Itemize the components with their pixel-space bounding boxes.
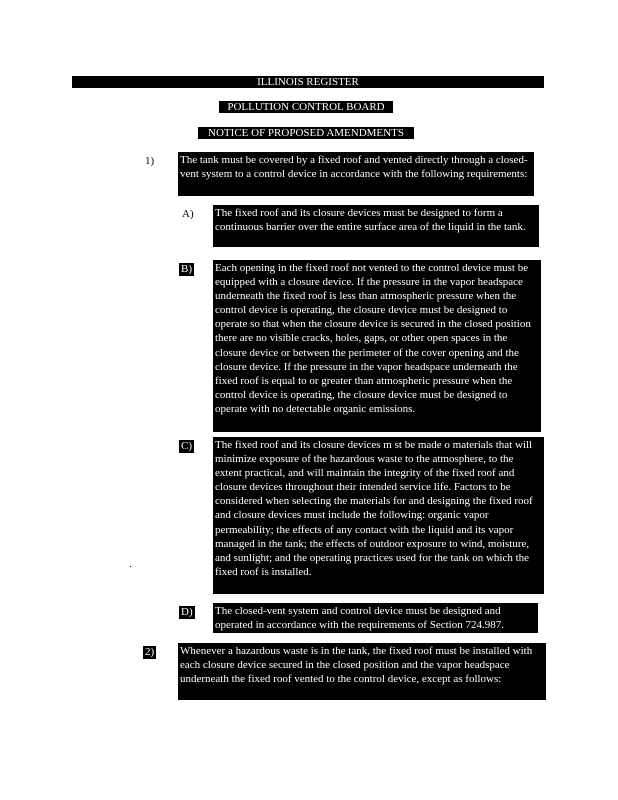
item-text-c: The fixed roof and its closure devices m st be made o materials that will minimize exposure of the hazardous waste to the atmosphere, to the extent practical, and will maintain the integrity of the fixed roof and closure devices throughout their intended service life. Factors to be considered when selecting the materials for and designing the fixed roof and closure devices must include the following: organic vapor permeability; the effects of any contact with the liquid and its vapor managed in the tank; the effects of outdoor exposure to wind, moisture, and sunlight; and the operating practices used for the tank on which the fixed roof is installed. xyxy=(213,437,544,594)
scan-speck xyxy=(536,80,540,82)
register-title: ILLINOIS REGISTER xyxy=(72,76,544,88)
board-title: POLLUTION CONTROL BOARD xyxy=(219,101,393,113)
item-label-a: A) xyxy=(182,208,194,220)
item-label-d: D) xyxy=(181,606,193,618)
item-text-b: Each opening in the fixed roof not vented to the control device must be equipped with a closure device. If the pressure in the vapor headspace underneath the fixed roof is less than atmospheric pressure when the control device is operating, the closure device must be designed to operate so that when the closure device is secured in the closed position there are no visible cracks, holes, gaps, or other open spaces in the closure device or between the perimeter of the cover opening and the closure device. If the pressure in the vapor headspace underneath the fixed roof is equal to or greater than atmospheric pressure when the control device is operating, the closure device must be designed to operate with no detectable organic emissions. xyxy=(213,260,541,432)
scan-speck xyxy=(130,566,131,567)
notice-title: NOTICE OF PROPOSED AMENDMENTS xyxy=(198,127,414,139)
item-text-d: The closed-vent system and control device must be designed and operated in accordance with the requirements of Section 724.987. xyxy=(213,603,538,633)
item-label-2: 2) xyxy=(145,646,155,658)
item-label-b: B) xyxy=(181,263,192,275)
item-label-1: 1) xyxy=(145,155,155,167)
item-text-a: The fixed roof and its closure devices must be designed to form a continuous barrier over the entire surface area of the liquid in the tank. xyxy=(213,205,539,247)
item-label-c: C) xyxy=(181,440,192,452)
item-text-1: The tank must be covered by a fixed roof and vented directly through a closed-vent system to a control device in accordance with the following requirements: xyxy=(178,152,534,196)
item-text-2: Whenever a hazardous waste is in the tank, the fixed roof must be installed with each closure device secured in the closed position and the vapor headspace underneath the fixed roof vented to the control device, except as follows: xyxy=(178,643,546,700)
